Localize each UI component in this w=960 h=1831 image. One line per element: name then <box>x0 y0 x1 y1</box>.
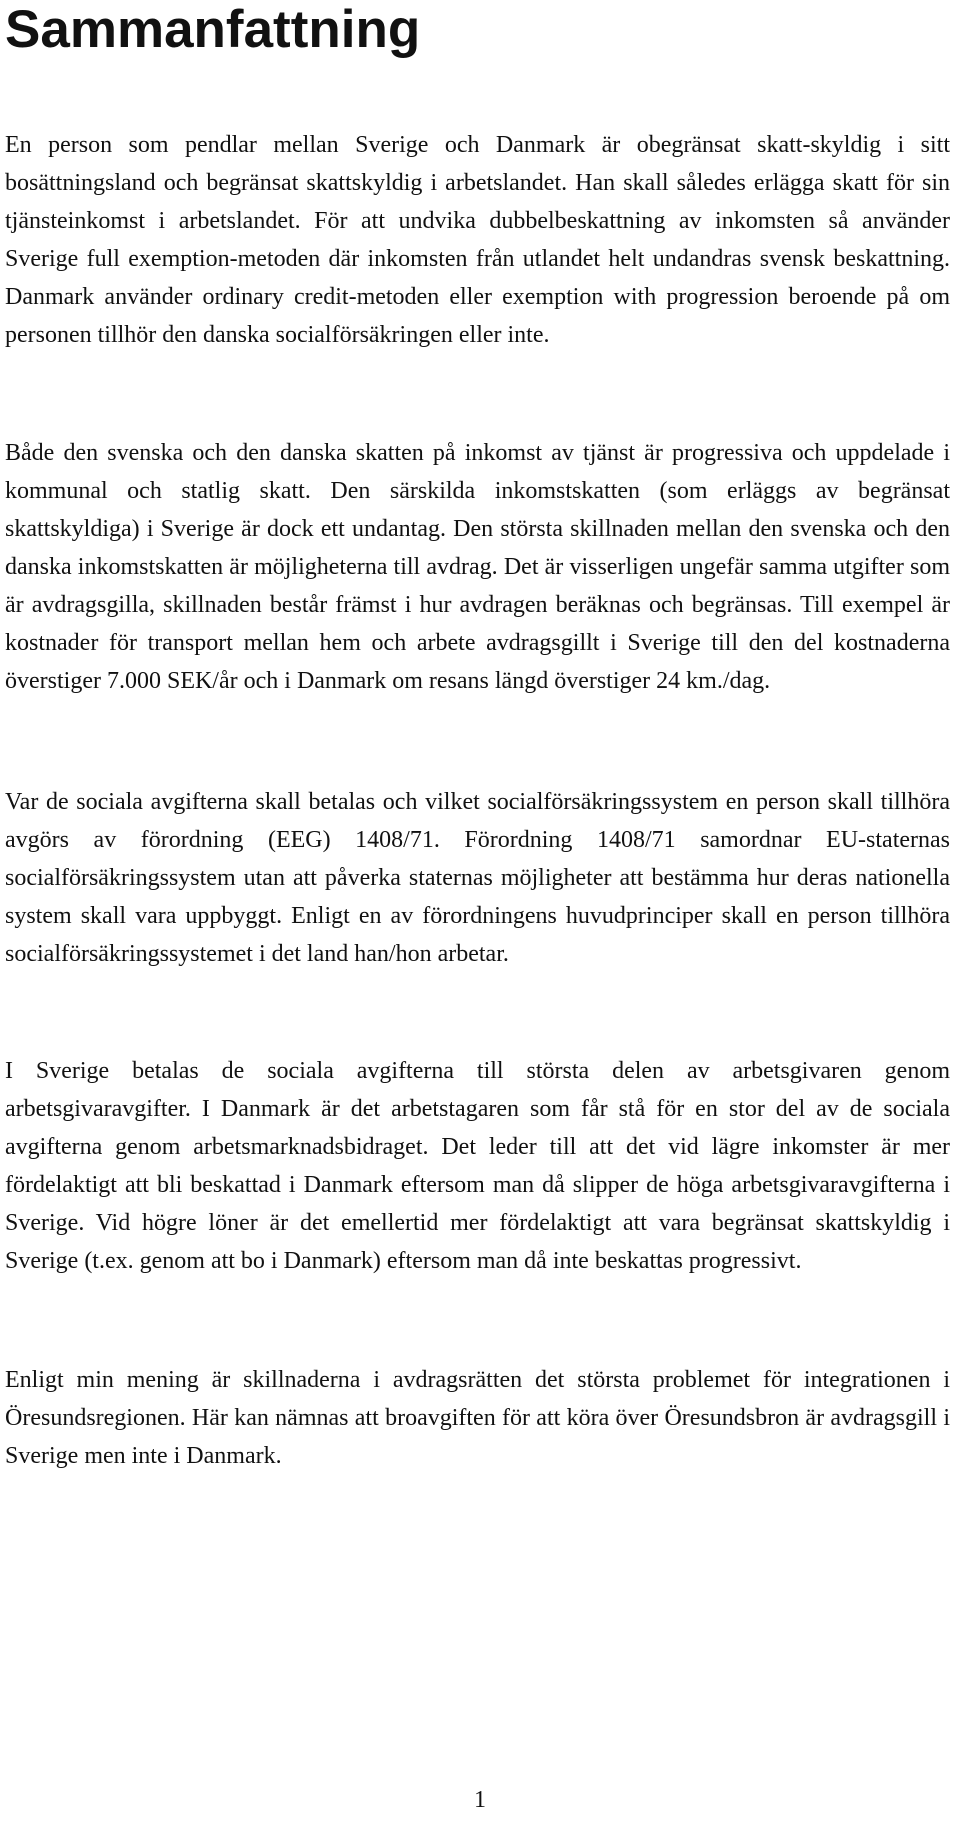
paragraph-commuter-taxation: En person som pendlar mellan Sverige och Danmark är obegränsat skatt-skyldig i sitt bosättningsland och begränsat skattskyldig i arbetslandet. Han skall således erlägga skatt för sin tjänsteinkomst i arbetslandet. För att undvika dubbelbeskattning av inkomsten så använder Sverige full exemption-metoden där inkomsten från utlandet helt undandras svensk beskattning. Danmark använder ordinary credit-metoden eller exemption with progression beroende på om personen tillhör den danska socialförsäkringen eller inte. <box>5 132 950 348</box>
page-number: 1 <box>474 1787 486 1813</box>
paragraph-income-tax-comparison: Både den svenska och den danska skatten på inkomst av tjänst är progressiva och uppdelade i kommunal och statlig skatt. Den särskilda inkomstskatten (som erläggs av begränsat skattskyldiga) i Sverige är dock ett undantag. Den största skillnaden mellan den svenska och den danska inkomstskatten är möjligheterna till avdrag. Det är visserligen ungefär samma utgifter som är avdragsgilla, skillnaden består främst i hur avdragen beräknas och begränsas. Till exempel är kostnader för transport mellan hem och arbete avdragsgillt i Sverige till den del kostnaderna överstiger 7.000 SEK/år och i Danmark om resans längd överstiger 24 km./dag. <box>5 440 950 694</box>
page-title: Sammanfattning <box>5 0 421 59</box>
paragraph-conclusion: Enligt min mening är skillnaderna i avdragsrätten det största problemet för integrationen i Öresundsregionen. Här kan nämnas att broavgiften för att köra över Öresundsbron är avdragsgill i Sverige men inte i Danmark. <box>5 1367 950 1469</box>
paragraph-social-contributions: I Sverige betalas de sociala avgifterna till största delen av arbetsgivaren genom arbetsgivaravgifter. I Danmark är det arbetstagaren som får stå för en stor del av de sociala avgifterna genom arbetsmarknadsbidraget. Det leder till att det vid lägre inkomster är mer fördelaktigt att bli beskattad i Danmark eftersom man då slipper de höga arbetsgivaravgifterna i Sverige. Vid högre löner är det emellertid mer fördelaktigt att vara begränsat skattskyldig i Sverige (t.ex. genom att bo i Danmark) eftersom man då inte beskattas progressivt. <box>5 1058 950 1274</box>
paragraph-social-security-regulation: Var de sociala avgifterna skall betalas och vilket socialförsäkringssystem en person skall tillhöra avgörs av förordning (EEG) 1408/71. Förordning 1408/71 samordnar EU-staternas socialförsäkringssystem utan att påverka staternas möjligheter att bestämma hur deras nationella system skall vara uppbyggt. Enligt en av förordningens huvudprinciper skall en person tillhöra socialförsäkringssystemet i det land han/hon arbetar. <box>5 789 950 967</box>
